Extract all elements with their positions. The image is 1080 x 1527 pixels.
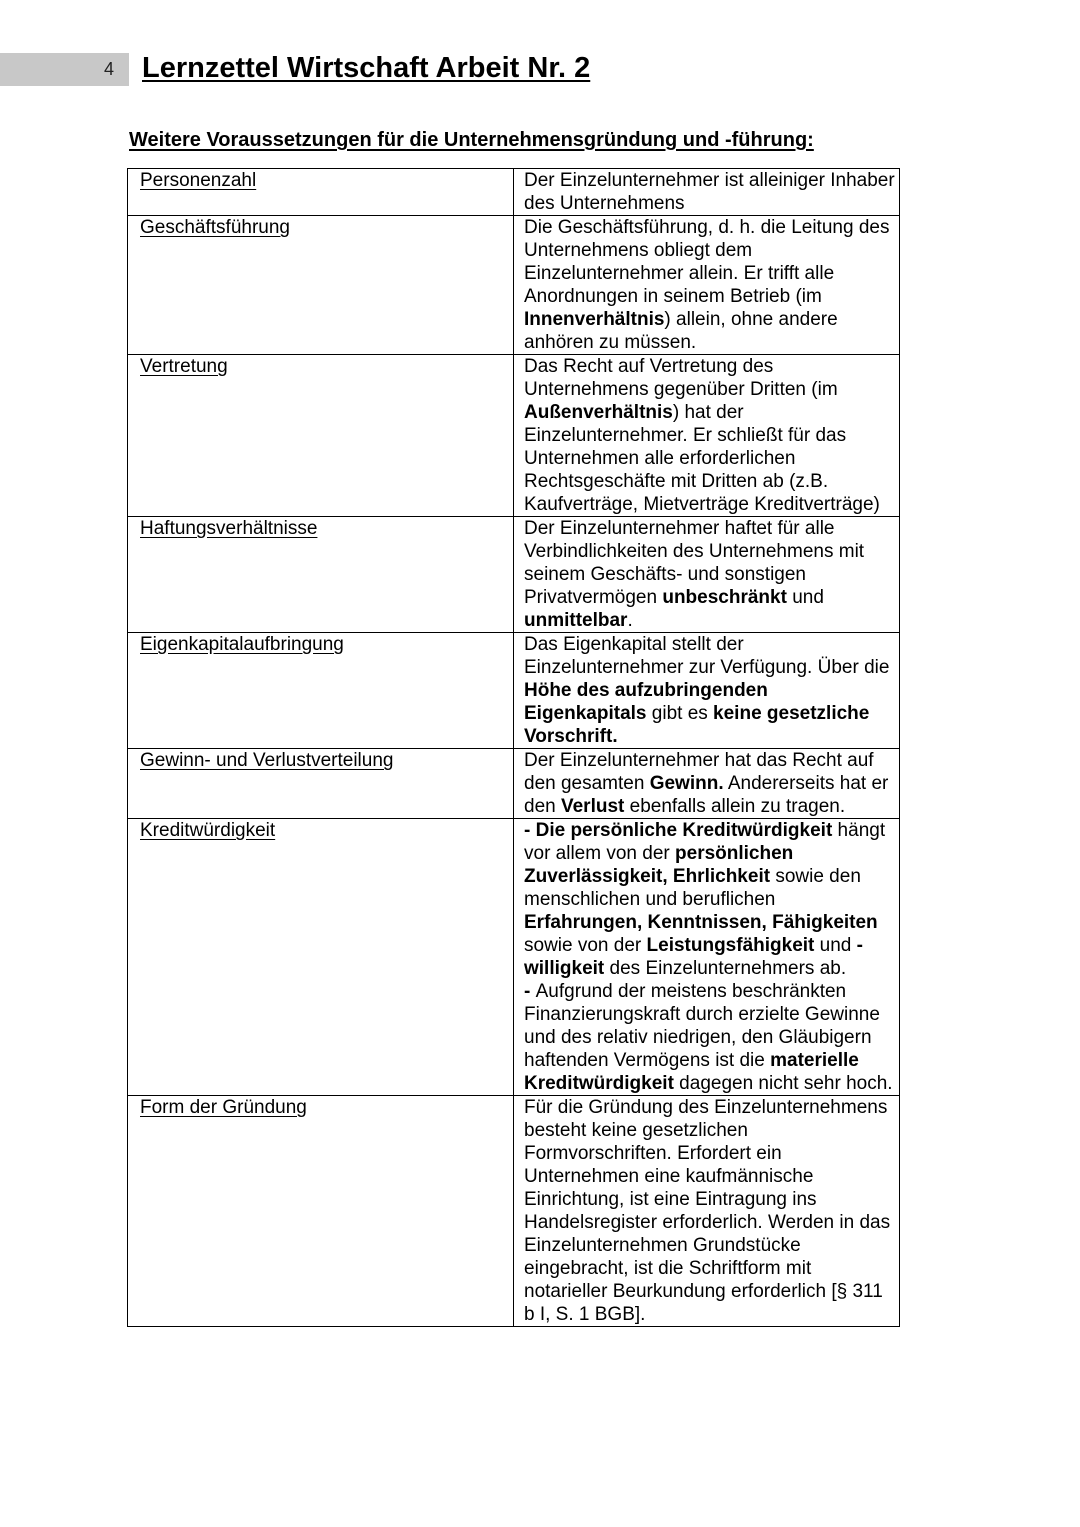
row-label-cell bbox=[128, 749, 514, 819]
bold-text: Höhe des aufzubringenden Eigenkapitals bbox=[524, 680, 768, 724]
text: gibt es bbox=[646, 703, 714, 724]
text: Andererseits hat er den bbox=[524, 773, 889, 817]
text: dagegen nicht sehr hoch. bbox=[673, 1073, 893, 1094]
info-table bbox=[127, 168, 900, 1327]
row-description bbox=[514, 517, 900, 633]
bold-text: - bbox=[524, 981, 536, 1002]
row-description bbox=[514, 749, 900, 819]
bold-text: Innenverhältnis bbox=[524, 309, 665, 330]
table-row bbox=[128, 517, 900, 633]
row-label: Kreditwürdigkeit bbox=[140, 820, 276, 841]
row-label: Vertretung bbox=[140, 356, 228, 377]
bold-text: Erfahrungen, Kenntnissen, Fähigkeiten bbox=[524, 912, 878, 933]
row-description bbox=[514, 819, 900, 1096]
bold-text: materielle Kreditwürdigkeit bbox=[524, 1050, 859, 1094]
page-number: 4 bbox=[104, 59, 115, 79]
row-label: Haftungsverhältnisse bbox=[140, 518, 318, 539]
text: sowie von der bbox=[524, 935, 647, 956]
table-row bbox=[128, 1096, 900, 1327]
row-label-cell bbox=[128, 1096, 514, 1327]
row-label-cell bbox=[128, 517, 514, 633]
table-row bbox=[128, 216, 900, 355]
text: Das Recht auf Vertretung des Unternehmens gegenüber Dritten (im bbox=[524, 356, 838, 400]
text: Für die Gründung des Einzelunternehmens besteht keine gesetzlichen Formvorschriften. Erfordert ein Unternehmen eine kaufmännische Einrichtung, ist eine Eintragung ins Handelsregister erforderlich. Werden in das Einzelunternehmen Grundstücke eingebracht, ist die Schriftform mit notarieller Beurkundung erforderlich [§ 311 b I, S. 1 BGB]. bbox=[524, 1097, 891, 1325]
bold-text: unmittelbar bbox=[524, 610, 628, 631]
text: Der Einzelunternehmer haftet für alle Verbindlichkeiten des Unternehmens mit seinem Geschäfts- und sonstigen Privatvermögen bbox=[524, 518, 865, 608]
bold-text: Leistungsfähigkeit bbox=[646, 935, 815, 956]
text: hängt vor allem von der bbox=[524, 820, 886, 864]
bold-text: - Die bbox=[524, 820, 571, 841]
text: Die Geschäftsführung, d. h. die Leitung des Unternehmens obliegt dem Einzelunternehmer allein. Er trifft alle Anordnungen in seinem Betrieb (im bbox=[524, 217, 890, 307]
text: ebenfalls allein zu tragen. bbox=[624, 796, 846, 817]
page-title: Lernzettel Wirtschaft Arbeit Nr. 2 bbox=[142, 52, 591, 84]
text: Aufgrund der meistens beschränkten Finanzierungskraft durch erzielte Gewinne und des relativ niedrigen, den Gläubigern haftenden Vermögens ist die bbox=[524, 981, 880, 1071]
row-description bbox=[514, 633, 900, 749]
bold-text: persönliche Kreditwürdigkeit bbox=[570, 820, 833, 841]
text: Das Eigenkapital stellt der Einzelunternehmer zur Verfügung. Über die bbox=[524, 634, 890, 678]
table-row bbox=[128, 633, 900, 749]
text: und bbox=[786, 587, 824, 608]
text: sowie den menschlichen und beruflichen bbox=[524, 866, 861, 910]
table-row bbox=[128, 749, 900, 819]
bold-text: persönlichen Zuverlässigkeit, Ehrlichkeit bbox=[524, 843, 794, 887]
bold-text: unbeschränkt bbox=[662, 587, 787, 608]
row-description bbox=[514, 216, 900, 355]
row-label-cell bbox=[128, 819, 514, 1096]
text: . bbox=[627, 610, 633, 631]
row-label: Eigenkapitalaufbringung bbox=[140, 634, 344, 655]
text: und bbox=[814, 935, 857, 956]
row-description bbox=[514, 1096, 900, 1327]
bold-text: -willigkeit bbox=[524, 935, 863, 979]
text: ) hat der Einzelunternehmer. Er schließt für das Unternehmen alle erforderlichen Rechtsgeschäfte mit Dritten ab (z.B. Kaufverträge, Mietverträge Kreditverträge) bbox=[524, 402, 880, 515]
text: des Einzelunternehmers ab. bbox=[604, 958, 847, 979]
table-row bbox=[128, 169, 900, 216]
row-description bbox=[514, 355, 900, 517]
table-row bbox=[128, 355, 900, 517]
row-description bbox=[514, 169, 900, 216]
section-heading: Weitere Voraussetzungen für die Unternehmensgründung und -führung: bbox=[129, 129, 814, 151]
text: Der Einzelunternehmer hat das Recht auf den gesamten bbox=[524, 750, 874, 794]
bold-text: Außenverhältnis bbox=[524, 402, 673, 423]
row-label-cell bbox=[128, 633, 514, 749]
table-row bbox=[128, 819, 900, 1096]
bold-text: Verlust bbox=[560, 796, 625, 817]
text: ) allein, ohne andere anhören zu müssen. bbox=[524, 309, 838, 353]
bold-text: keine gesetzliche Vorschrift. bbox=[524, 703, 870, 747]
text: Der Einzelunternehmer ist alleiniger Inhaber des Unternehmens bbox=[524, 170, 895, 214]
row-label-cell bbox=[128, 169, 514, 216]
row-label-cell bbox=[128, 355, 514, 517]
row-label: Geschäftsführung bbox=[140, 217, 290, 238]
bold-text: Gewinn. bbox=[649, 773, 724, 794]
row-label: Personenzahl bbox=[140, 170, 257, 191]
row-label: Gewinn- und Verlustverteilung bbox=[140, 750, 394, 771]
row-label-cell bbox=[128, 216, 514, 355]
row-label: Form der Gründung bbox=[140, 1097, 307, 1118]
